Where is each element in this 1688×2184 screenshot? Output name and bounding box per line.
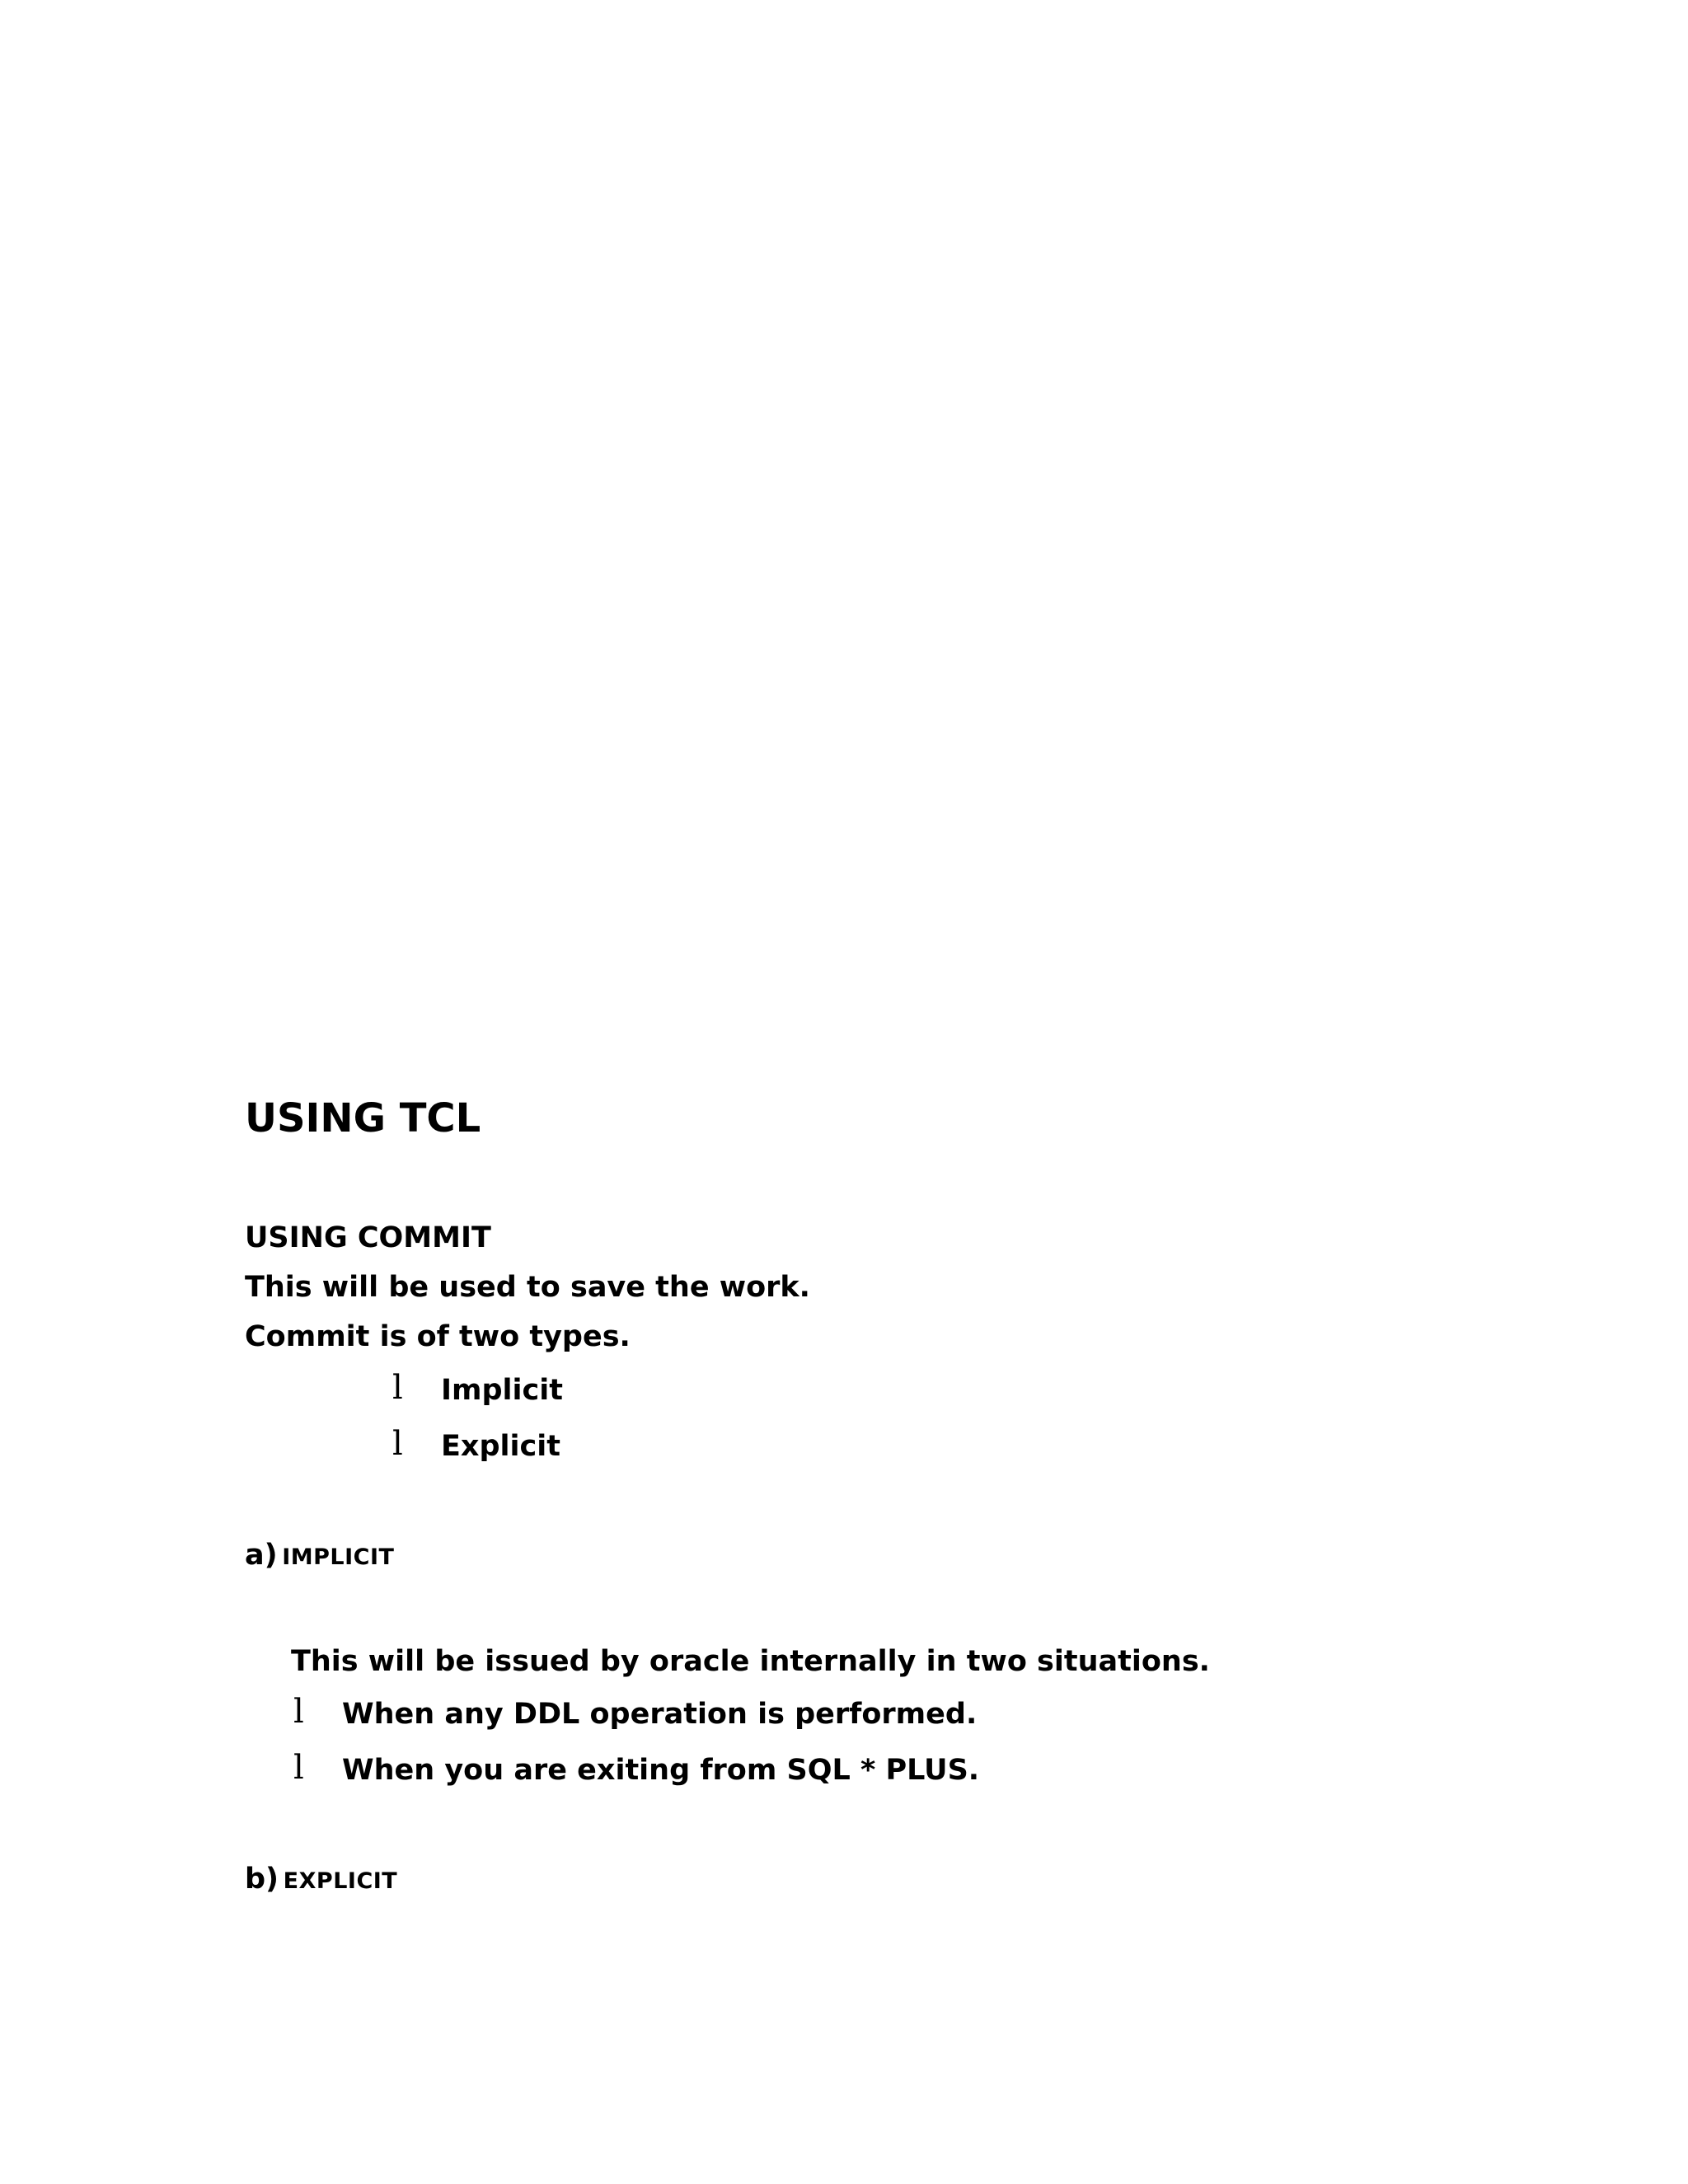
bullet-marker: l: [392, 1425, 403, 1463]
section-marker: a): [245, 1539, 278, 1572]
section-marker: b): [245, 1863, 279, 1896]
list-item: Explicit: [441, 1430, 561, 1463]
section-description: This will be issued by oracle internally in two situations.: [291, 1645, 1210, 1678]
list-item: Implicit: [441, 1374, 564, 1407]
bullet-marker: l: [392, 1369, 403, 1407]
section-b-heading: [245, 1865, 397, 1894]
intro-line: Commit is of two types.: [245, 1320, 631, 1353]
section-a-heading: [245, 1541, 394, 1570]
page-title: USING TCL: [245, 1095, 481, 1141]
bullet-marker: l: [293, 1693, 304, 1731]
list-item: When any DDL operation is performed.: [342, 1698, 978, 1731]
section-subheading: USING COMMIT: [245, 1221, 491, 1254]
section-title: EXPLICIT: [283, 1868, 398, 1894]
list-item: When you are exiting from SQL * PLUS.: [342, 1754, 980, 1787]
intro-line: This will be used to save the work.: [245, 1271, 810, 1304]
section-title: IMPLICIT: [282, 1544, 395, 1570]
bullet-marker: l: [293, 1749, 304, 1787]
